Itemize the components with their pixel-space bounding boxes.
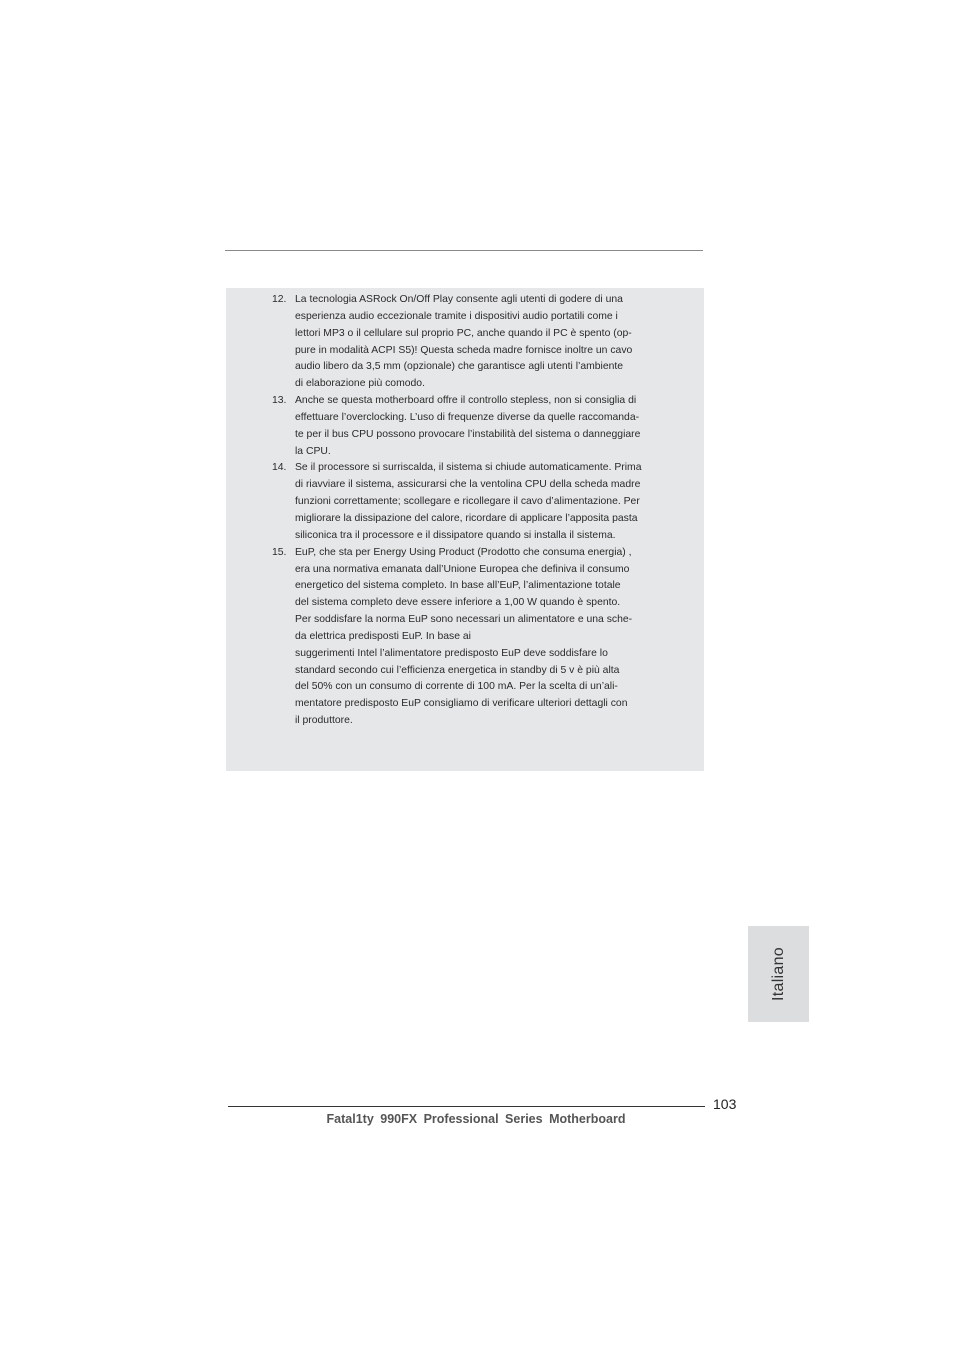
note-text-line: La tecnologia ASRock On/Off Play consente agli utenti di godere di una bbox=[295, 294, 623, 305]
note-text-line: audio libero da 3,5 mm (opzionale) che garantisce agli utenti l’ambiente bbox=[295, 361, 624, 373]
note-text-line: lettori MP3 o il cellulare sul proprio PC, anche quando il PC è spento (op- bbox=[295, 327, 632, 339]
page-number: 103 bbox=[713, 1096, 737, 1112]
note-text-line: Anche se questa motherboard offre il controllo stepless, non si consiglia di bbox=[295, 395, 637, 407]
note-text-line: migliorare la dissipazione del calore, ricordare di applicare l’apposita pasta bbox=[295, 512, 638, 524]
note-text-line: era una normativa emanata dall’Unione Europea che definiva il consumo bbox=[295, 563, 630, 575]
note-text-line: pure in modalità ACPI S5)! Questa scheda madre fornisce inoltre un cavo bbox=[295, 344, 633, 356]
note-text-line: Per soddisfare la norma EuP sono necessari un alimentatore e una sche- bbox=[295, 614, 633, 626]
note-item bbox=[226, 460, 669, 544]
footer-title: Fatal1ty 990FX Professional Series Motherboard bbox=[326, 1112, 626, 1126]
note-text-line: di elaborazione più comodo. bbox=[295, 378, 425, 390]
note-text-line: mentatore predisposto EuP consigliamo di verificare ulteriori dettagli con bbox=[295, 698, 628, 710]
note-number: 12. bbox=[272, 294, 287, 305]
notes-list bbox=[226, 292, 669, 730]
language-tab bbox=[748, 926, 809, 1022]
note-text-line: Se il processore si surriscalda, il sistema si chiude automaticamente. Prima bbox=[295, 462, 642, 474]
note-number: 13. bbox=[272, 395, 287, 407]
note-text-line: il produttore. bbox=[295, 715, 353, 727]
note-text-line: standard secondo cui l’efficienza energetica in standby di 5 v è più alta bbox=[295, 664, 620, 676]
note-text-line: esperienza audio eccezionale tramite i dispositivi audio portatili come i bbox=[295, 310, 618, 322]
language-tab-label: Italiano bbox=[769, 947, 787, 1001]
note-text-line: energetico del sistema completo. In base all’EuP, l’alimentazione totale bbox=[295, 580, 621, 592]
note-text-line: EuP, che sta per Energy Using Product (Prodotto che consuma energia) , bbox=[295, 546, 632, 558]
note-number: 14. bbox=[272, 462, 287, 474]
footer-divider bbox=[228, 1106, 705, 1107]
note-text-line: effettuare l’overclocking. L’uso di frequenze diverse da quelle raccomanda- bbox=[295, 411, 640, 423]
note-text-line: suggerimenti Intel l’alimentatore predisposto EuP deve soddisfare lo bbox=[295, 647, 608, 659]
note-text-line: siliconica tra il processore e il dissipatore quando si installa il sistema. bbox=[295, 529, 616, 541]
note-text-line: la CPU. bbox=[295, 445, 331, 457]
note-item bbox=[226, 393, 669, 460]
note-text-line: te per il bus CPU possono provocare l’instabilità del sistema o danneggiare bbox=[295, 428, 641, 440]
note-item bbox=[226, 545, 669, 730]
note-text-line: del 50% con un consumo di corrente di 100 mA. Per la scelta di un’ali- bbox=[295, 681, 618, 693]
top-divider bbox=[225, 250, 703, 251]
notes-panel bbox=[226, 288, 704, 771]
note-text-line: da elettrica predisposti EuP. In base ai bbox=[295, 630, 471, 642]
note-text-line: di riavviare il sistema, assicurarsi che la ventolina CPU della scheda madre bbox=[295, 479, 641, 491]
note-item bbox=[226, 292, 669, 393]
note-text-line: funzioni correttamente; scollegare e ricollegare il cavo d’alimentazione. Per bbox=[295, 496, 640, 508]
note-number: 15. bbox=[272, 546, 287, 558]
note-text-line: del sistema completo deve essere inferiore a 1,00 W quando è spento. bbox=[295, 597, 621, 609]
